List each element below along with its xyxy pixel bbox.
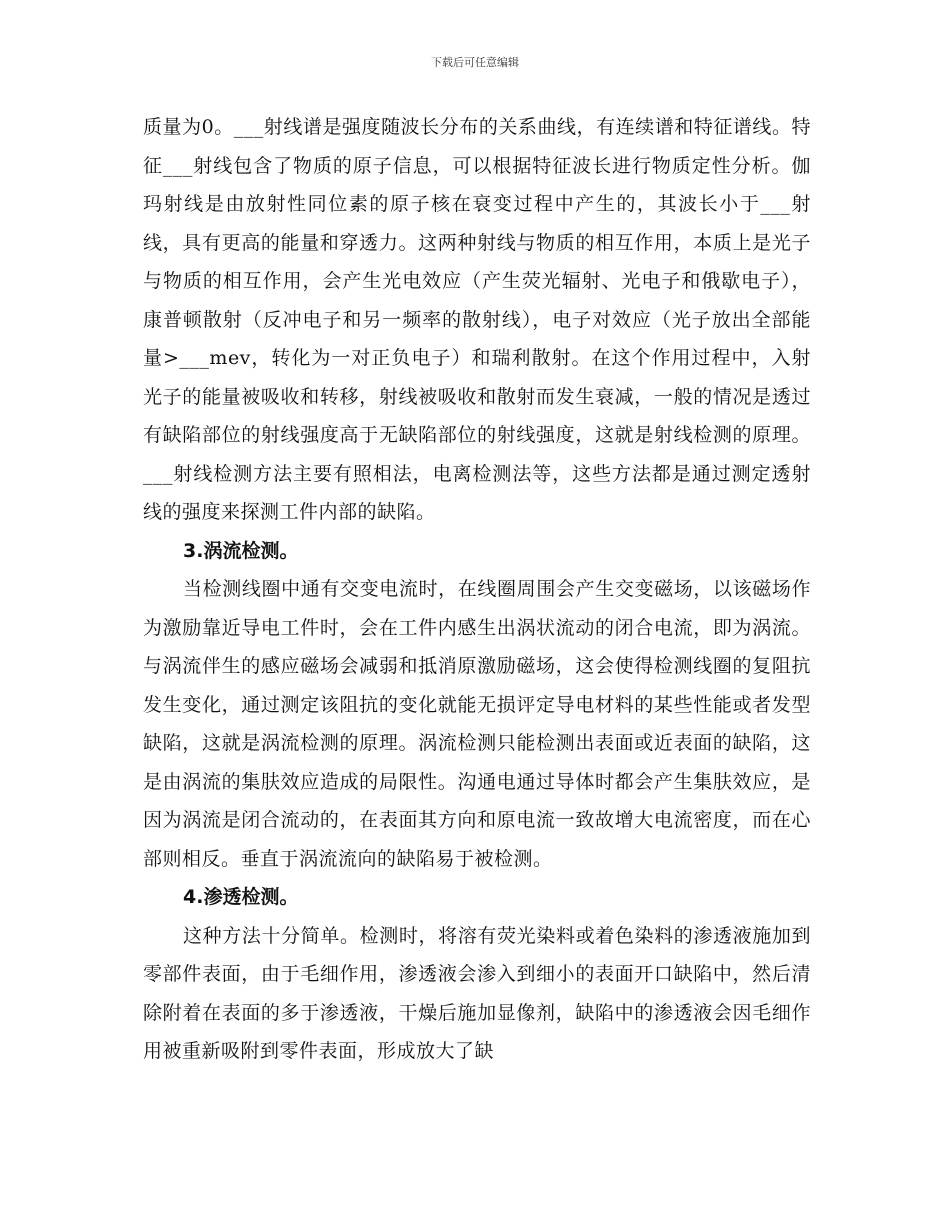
heading-eddy-current: 3.涡流检测。	[183, 539, 299, 562]
document-body	[143, 108, 811, 1071]
heading-penetrant: 4.渗透检测。	[183, 886, 299, 908]
paragraph-eddy-current: 当检测线圈中通有交变电流时，在线圈周围会产生交变磁场，以该磁场作为激励靠近导电工件时，会在工件内感生出涡状流动的闭合电流，即为涡流。与涡流伴生的感应磁场会减弱和抵消原激励磁场，这会使得检测线圈的复阻抗发生变化，通过测定该阻抗的变化就能无损评定导电材料的某些性能或者发型缺陷，这就是涡流检测的原理。涡流检测只能检测出表面或近表面的缺陷，这是由涡流的集肤效应造成的局限性。沟通电通过导体时都会产生集肤效应，是因为涡流是闭合流动的，在表面其方向和原电流一致故增大电流密度，而在心部则相反。垂直于涡流流向的缺陷易于被检测。	[143, 578, 811, 870]
paragraph-penetrant: 这种方法十分简单。检测时，将溶有荧光染料或着色染料的渗透液施加到零部件表面，由于毛细作用，渗透液会渗入到细小的表面开口缺陷中，然后清除附着在表面的多于渗透液，干燥后施加显像剂，缺陷中的渗透液会因毛细作用被重新吸附到零件表面，形成放大了缺	[143, 924, 811, 1062]
paragraph-radiography: 质量为0。___射线谱是强度随波长分布的关系曲线，有连续谱和特征谱线。特征___射线包含了物质的原子信息，可以根据特征波长进行物质定性分析。伽玛射线是由放射性同位素的原子核在衰变过程中产生的，其波长小于___射线，具有更高的能量和穿透力。这两种射线与物质的相互作用，本质上是光子与物质的相互作用，会产生光电效应（产生荧光辐射、光电子和俄歇电子），康普顿散射（反冲电子和另一频率的散射线），电子对效应（光子放出全部能量>___mev，转化为一对正负电子）和瑞利散射。在这个作用过程中，入射光子的能量被吸收和转移，射线被吸收和散射而发生衰减，一般的情况是透过有缺陷部位的射线强度高于无缺陷部位的射线强度，这就是射线检测的原理。___射线检测方法主要有照相法，电离检测法等，这些方法都是通过测定透射线的强度来探测工件内部的缺陷。	[143, 116, 811, 523]
page-header: 下载后可任意编辑	[431, 56, 519, 69]
